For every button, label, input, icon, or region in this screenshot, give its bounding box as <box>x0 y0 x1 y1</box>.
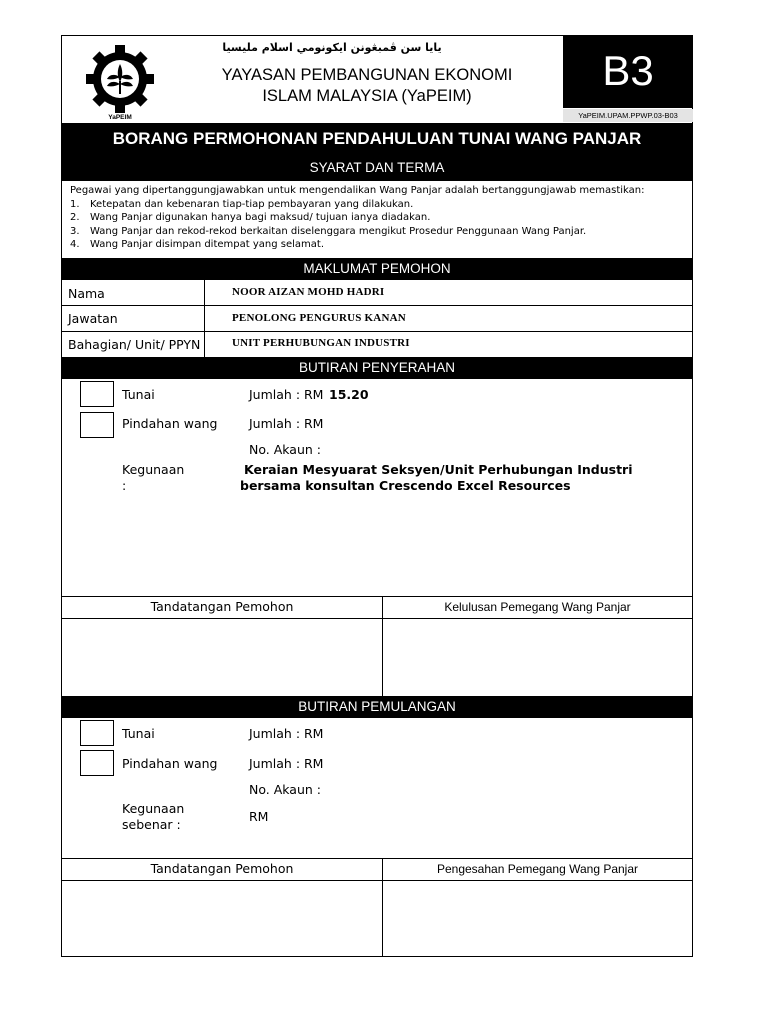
delivery-purpose-value-line1[interactable]: Keraian Mesyuarat Seksyen/Unit Perhubungan Industri <box>244 462 633 477</box>
return-applicant-signature-label: Tandatangan Pemohon <box>150 861 294 876</box>
divider <box>204 280 205 357</box>
divider <box>62 858 692 859</box>
terms-item: 1. Ketepatan dan kebenaran tiap-tiap pembayaran yang dilakukan. <box>70 198 414 210</box>
return-transfer-label: Pindahan wang <box>122 756 218 771</box>
return-purpose-label-line2: sebenar : <box>122 817 181 832</box>
department-label: Bahagian/ Unit/ PPYN <box>68 337 201 352</box>
delivery-approval-signature-field[interactable] <box>383 619 693 695</box>
divider <box>62 331 692 332</box>
return-account-label: No. Akaun : <box>249 782 321 797</box>
position-value[interactable]: PENOLONG PENGURUS KANAN <box>232 312 406 324</box>
delivery-transfer-checkbox[interactable] <box>80 412 114 438</box>
jawi-org-name: يايا سن ڤمبڠونن ايكونومي اسلام مليسيا <box>222 41 442 54</box>
gear-emblem-icon <box>82 44 158 114</box>
return-verification-signature-label: Pengesahan Pemegang Wang Panjar <box>436 862 639 876</box>
delivery-cash-amount-label: Jumlah : RM <box>249 387 324 402</box>
yapeim-logo <box>82 44 158 120</box>
terms-item: 4. Wang Panjar disimpan ditempat yang selamat. <box>70 239 324 251</box>
delivery-cash-label: Tunai <box>122 387 155 402</box>
advance-cash-form <box>61 35 693 957</box>
return-verification-signature-field[interactable] <box>383 881 693 956</box>
delivery-cash-checkbox[interactable] <box>80 381 114 407</box>
delivery-account-label: No. Akaun : <box>249 442 321 457</box>
return-transfer-amount-label: Jumlah : RM <box>249 756 324 771</box>
form-code-badge <box>563 36 693 108</box>
form-code: B3 <box>602 47 654 94</box>
return-details-heading: BUTIRAN PEMULANGAN <box>62 696 692 718</box>
delivery-applicant-signature-field[interactable] <box>62 619 381 695</box>
divider <box>62 596 692 597</box>
return-purpose-label: Kegunaan <box>122 801 185 816</box>
delivery-purpose-colon: : <box>122 478 127 493</box>
department-value[interactable]: UNIT PERHUBUNGAN INDUSTRI <box>232 337 410 349</box>
name-label: Nama <box>68 286 105 301</box>
delivery-applicant-signature-label: Tandatangan Pemohon <box>150 599 294 614</box>
delivery-purpose-value-line2[interactable]: bersama konsultan Crescendo Excel Resources <box>240 478 571 493</box>
return-cash-amount-label: Jumlah : RM <box>249 726 324 741</box>
delivery-transfer-label: Pindahan wang <box>122 416 218 431</box>
form-title: BORANG PERMOHONAN PENDAHULUAN TUNAI WANG PANJAR <box>62 123 692 154</box>
return-cash-label: Tunai <box>122 726 155 741</box>
return-purpose-amount-label: RM <box>249 809 269 824</box>
delivery-transfer-amount-label: Jumlah : RM <box>249 416 324 431</box>
return-transfer-checkbox[interactable] <box>80 750 114 776</box>
terms-item: 2. Wang Panjar digunakan hanya bagi maksud/ tujuan ianya diadakan. <box>70 212 431 224</box>
terms-heading: SYARAT DAN TERMA <box>62 154 692 181</box>
document-reference: YaPEIM.UPAM.PPWP.03-B03 <box>563 109 693 122</box>
divider <box>62 305 692 306</box>
terms-intro: Pegawai yang dipertanggungjawabkan untuk mengendalikan Wang Panjar adalah bertanggungjawab memastikan: <box>70 185 645 196</box>
logo-caption: YaPEIM <box>108 114 132 121</box>
position-label: Jawatan <box>68 311 118 326</box>
return-applicant-signature-field[interactable] <box>62 881 381 956</box>
applicant-info-heading: MAKLUMAT PEMOHON <box>62 258 692 280</box>
return-cash-checkbox[interactable] <box>80 720 114 746</box>
terms-item: 3. Wang Panjar dan rekod-rekod berkaitan diselenggara mengikut Prosedur Penggunaan Wang Panjar. <box>70 225 587 237</box>
delivery-approval-signature-label: Kelulusan Pemegang Wang Panjar <box>444 600 631 614</box>
delivery-details-heading: BUTIRAN PENYERAHAN <box>62 357 692 379</box>
delivery-cash-amount-value[interactable]: 15.20 <box>329 387 369 402</box>
delivery-purpose-label: Kegunaan <box>122 462 185 477</box>
org-name-line1: YAYASAN PEMBANGUNAN EKONOMI <box>221 66 513 84</box>
terms-section <box>70 184 686 252</box>
name-value[interactable]: NOOR AIZAN MOHD HADRI <box>232 286 385 298</box>
org-name-line2: ISLAM MALAYSIA (YaPEIM) <box>262 87 472 105</box>
